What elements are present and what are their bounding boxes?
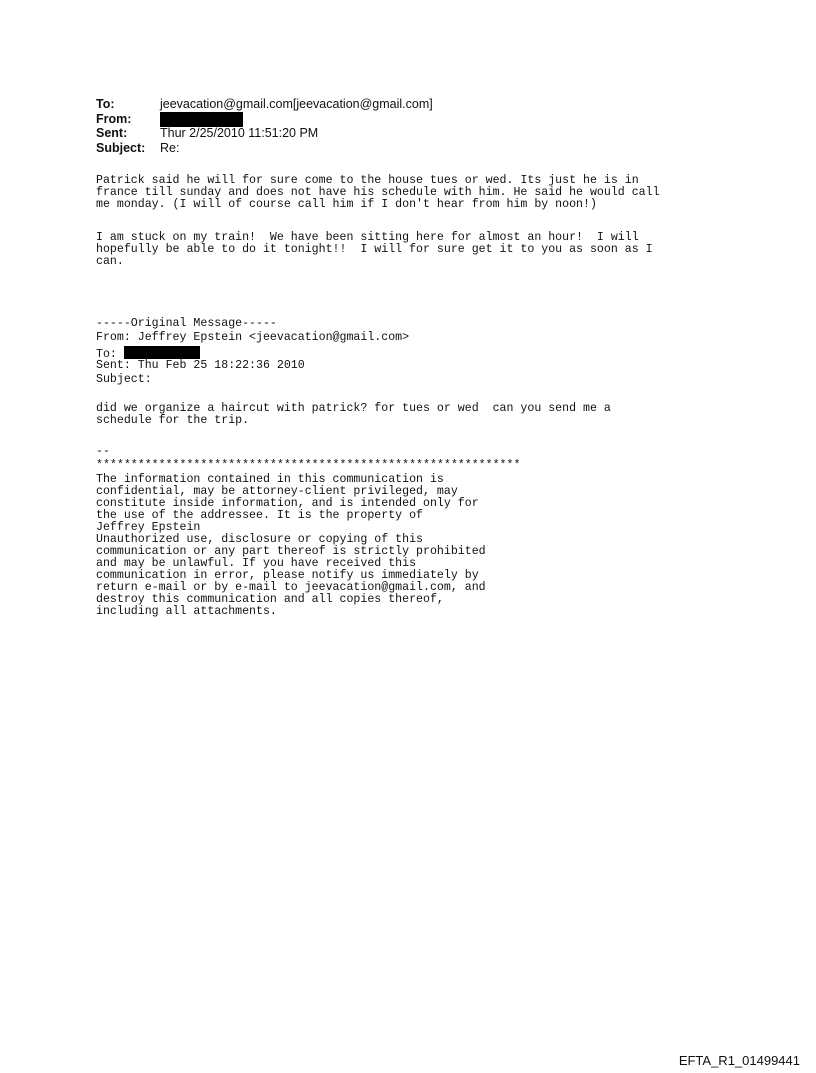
sent-label: Sent: bbox=[96, 126, 128, 140]
email-header bbox=[96, 97, 433, 155]
confidentiality-disclaimer: The information contained in this communication is confidential, may be attorney-client privileged, may constitute inside information, and is intended only for the use of the addressee. It is the property of Jeffrey Epstein Unauthorized use, disclosure or copying of this communication or any part thereof is strictly prohibited and may be unlawful. If you have received this communication in error, please notify us immediately by return e-mail or by e-mail to jeevacation@gmail.com, and destroy this communication and all copies thereof, including all attachments. bbox=[96, 473, 486, 618]
signature-stars: ************************************************************* bbox=[96, 459, 521, 472]
subject-value: Re: bbox=[160, 140, 180, 155]
original-subject-line: Subject: bbox=[96, 373, 152, 386]
to-label: To: bbox=[96, 97, 115, 111]
original-message-separator: -----Original Message----- bbox=[96, 317, 277, 330]
from-row bbox=[96, 112, 433, 127]
original-from-line: From: Jeffrey Epstein <jeevacation@gmail.com> bbox=[96, 331, 410, 344]
signature-dashes: -- bbox=[96, 445, 110, 458]
document-id: EFTA_R1_01499441 bbox=[678, 1053, 800, 1068]
original-sent-line: Sent: Thu Feb 25 18:22:36 2010 bbox=[96, 359, 305, 372]
to-value: jeevacation@gmail.com[jeevacation@gmail.com] bbox=[160, 97, 433, 111]
sent-value: Thur 2/25/2010 11:51:20 PM bbox=[160, 126, 319, 140]
body-paragraph-2: I am stuck on my train! We have been sitting here for almost an hour! I will hopefully be able to do it tonight!! I will for sure get it to you as soon as I can. bbox=[96, 231, 653, 268]
to-redaction bbox=[124, 346, 200, 359]
to-row bbox=[96, 97, 433, 112]
subject-label: Subject: bbox=[96, 140, 146, 155]
from-label: From: bbox=[96, 111, 132, 126]
from-redaction bbox=[160, 112, 243, 127]
body-paragraph-1: Patrick said he will for sure come to the house tues or wed. Its just he is in france till sunday and does not have his schedule with him. He said he would call me monday. (I will of course call him if I don't hear from him by noon!) bbox=[96, 174, 660, 211]
original-message-body: did we organize a haircut with patrick? for tues or wed can you send me a schedule for the trip. bbox=[96, 402, 611, 427]
original-to-label: To: bbox=[96, 348, 124, 361]
sent-row bbox=[96, 126, 433, 141]
subject-row bbox=[96, 141, 433, 156]
